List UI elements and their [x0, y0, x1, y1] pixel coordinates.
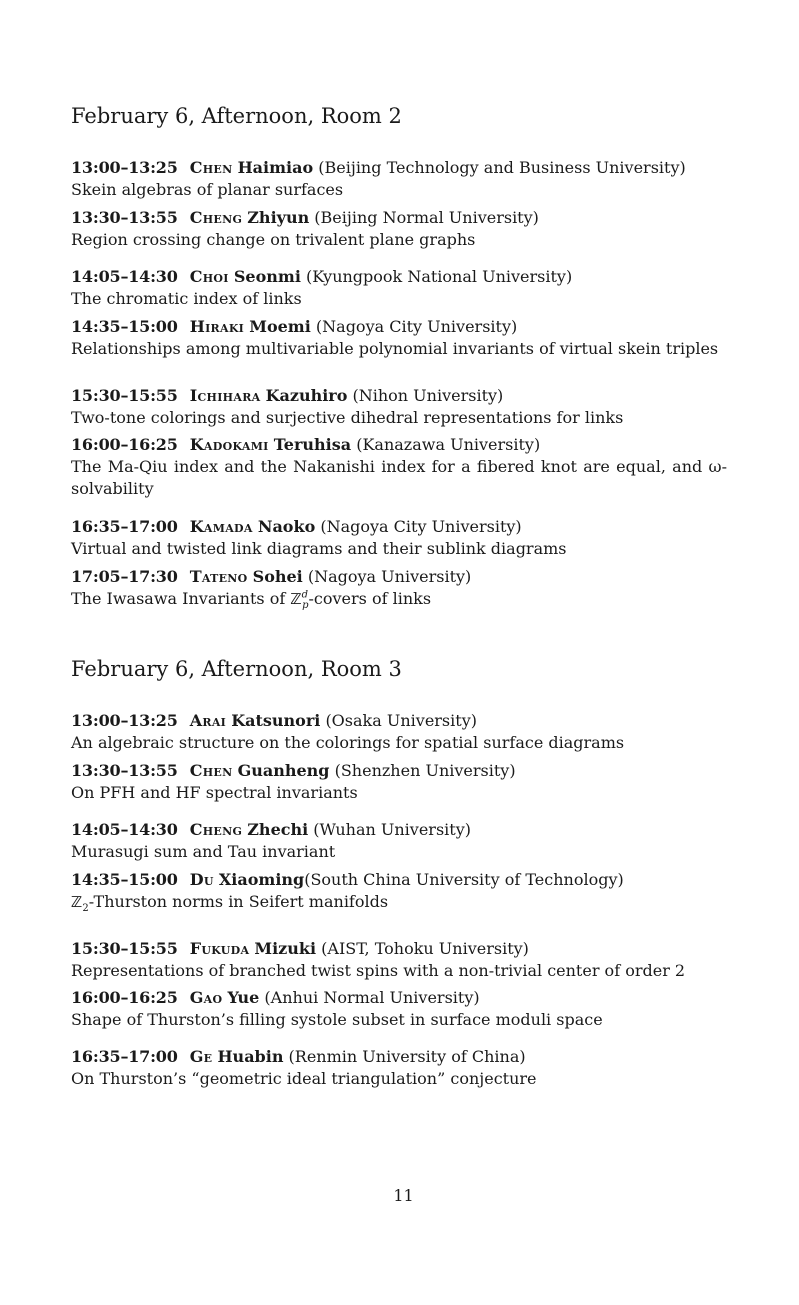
- talk-title: Relationships among multivariable polynomial invariants of virtual skein triples: [71, 339, 719, 358]
- talk-title: Representations of branched twist spins with a non-trivial center of order 2: [71, 961, 686, 980]
- speaker-affiliation: (AIST, Tohoku University): [321, 939, 529, 958]
- speaker-surname: Arai: [189, 711, 227, 730]
- talk-title: The chromatic index of links: [71, 289, 302, 308]
- talk-entry: [71, 760, 736, 804]
- talk-time: 14:05–14:30: [71, 820, 178, 839]
- speaker-given-name: Sohei: [252, 567, 303, 586]
- talk-title: Shape of Thurston’s filling systole subset in surface moduli space: [71, 1010, 603, 1029]
- talk-header: [71, 1046, 736, 1068]
- talk-header: [71, 869, 736, 891]
- program-page: [71, 0, 736, 1305]
- talk-header: [71, 266, 736, 288]
- speaker-given-name: Kazuhiro: [265, 386, 348, 405]
- talk-header: [71, 566, 736, 588]
- talk-title: Skein algebras of planar surfaces: [71, 180, 344, 199]
- talk-time: 16:00–16:25: [71, 435, 178, 454]
- talk-time: 14:35–15:00: [71, 870, 178, 889]
- talk-entry: [71, 869, 736, 913]
- talk-header: [71, 819, 736, 841]
- integers-symbol: ℤ: [290, 590, 302, 608]
- talk-header: [71, 207, 736, 229]
- speaker-given-name: Yue: [227, 988, 260, 1007]
- talk-time: 14:35–15:00: [71, 317, 178, 336]
- speaker-surname: Fukuda: [189, 939, 250, 958]
- talk-time: 14:05–14:30: [71, 267, 178, 286]
- talk-header: [71, 385, 736, 407]
- speaker-given-name: Mizuki: [254, 939, 317, 958]
- speaker-affiliation: (Shenzhen University): [334, 761, 516, 780]
- speaker-given-name: Zhechi: [247, 820, 309, 839]
- talk-entry: [71, 987, 736, 1031]
- integers-symbol: ℤ: [71, 893, 83, 911]
- speaker-given-name: Seonmi: [233, 267, 301, 286]
- talk-title-text: -covers of links: [308, 589, 432, 608]
- speaker-given-name: Huabin: [217, 1047, 284, 1066]
- page-number: 11: [393, 1186, 414, 1205]
- talk-entry: [71, 385, 736, 429]
- speaker-affiliation: (Kyungpook National University): [305, 267, 573, 286]
- talk-title: On Thurston’s “geometric ideal triangulation” conjecture: [71, 1069, 537, 1088]
- speaker-affiliation: (South China University of Technology): [304, 870, 624, 889]
- speaker-given-name: Katsunori: [231, 711, 321, 730]
- talk-time: 17:05–17:30: [71, 567, 178, 586]
- speaker-affiliation: (Nagoya City University): [315, 317, 518, 336]
- speaker-affiliation: (Beijing Technology and Business University): [318, 158, 686, 177]
- talk-entry: [71, 266, 736, 310]
- speaker-given-name: Guanheng: [237, 761, 330, 780]
- talk-entry: [71, 1046, 736, 1090]
- speaker-affiliation: (Renmin University of China): [288, 1047, 526, 1066]
- speaker-affiliation: (Anhui Normal University): [264, 988, 480, 1007]
- talk-entry: [71, 434, 736, 500]
- speaker-surname: Ge: [189, 1047, 213, 1066]
- speaker-surname: Kamada: [189, 517, 253, 536]
- talk-time: 16:00–16:25: [71, 988, 178, 1007]
- speaker-given-name: Xiaoming: [218, 870, 305, 889]
- speaker-affiliation: (Wuhan University): [313, 820, 471, 839]
- talk-header: [71, 434, 736, 456]
- talk-time: 16:35–17:00: [71, 517, 178, 536]
- talk-title: [71, 891, 736, 913]
- speaker-surname: Cheng: [189, 208, 243, 227]
- talk-title-text: The Iwasawa Invariants of: [71, 589, 291, 608]
- talk-header: [71, 316, 736, 338]
- talk-title: Virtual and twisted link diagrams and their sublink diagrams: [71, 539, 567, 558]
- subscript-2: 2: [82, 903, 89, 915]
- speaker-given-name: Teruhisa: [273, 435, 352, 454]
- talk-entry: [71, 316, 736, 360]
- talk-header: [71, 710, 736, 732]
- talk-title: The Ma-Qiu index and the Nakanishi index for a fibered knot are equal, and ω-solvability: [71, 457, 727, 498]
- section-title-room-2: February 6, Afternoon, Room 2: [71, 104, 402, 128]
- speaker-surname: Ichihara: [189, 386, 261, 405]
- speaker-affiliation: (Beijing Normal University): [314, 208, 539, 227]
- speaker-given-name: Naoko: [257, 517, 316, 536]
- speaker-given-name: Zhiyun: [247, 208, 310, 227]
- speaker-surname: Tateno: [189, 567, 248, 586]
- speaker-affiliation: (Nagoya City University): [320, 517, 522, 536]
- speaker-affiliation: (Kanazawa University): [356, 435, 541, 454]
- talk-entry: [71, 938, 736, 982]
- talk-header: [71, 760, 736, 782]
- talk-time: 13:00–13:25: [71, 711, 178, 730]
- talk-entry: [71, 516, 736, 560]
- talk-time: 13:30–13:55: [71, 208, 178, 227]
- talk-title-text: -Thurston norms in Seifert manifolds: [88, 892, 389, 911]
- section-title-room-3: February 6, Afternoon, Room 3: [71, 657, 402, 681]
- speaker-surname: Du: [189, 870, 214, 889]
- speaker-given-name: Moemi: [249, 317, 311, 336]
- speaker-affiliation: (Nihon University): [352, 386, 504, 405]
- speaker-surname: Chen: [189, 761, 233, 780]
- speaker-surname: Cheng: [189, 820, 243, 839]
- speaker-affiliation: (Osaka University): [325, 711, 477, 730]
- talk-entry: [71, 157, 736, 201]
- superscript-d: d: [301, 589, 309, 601]
- talk-header: [71, 987, 736, 1009]
- speaker-affiliation: (Nagoya University): [307, 567, 472, 586]
- talk-title: Region crossing change on trivalent plane graphs: [71, 230, 476, 249]
- talk-time: 13:30–13:55: [71, 761, 178, 780]
- speaker-given-name: Haimiao: [237, 158, 314, 177]
- talk-title: An algebraic structure on the colorings for spatial surface diagrams: [71, 733, 625, 752]
- talk-title: Murasugi sum and Tau invariant: [71, 842, 336, 861]
- talk-header: [71, 157, 736, 179]
- talk-entry: [71, 710, 736, 754]
- speaker-surname: Choi: [189, 267, 229, 286]
- speaker-surname: Chen: [189, 158, 233, 177]
- talk-title: On PFH and HF spectral invariants: [71, 783, 358, 802]
- subscript-p: p: [302, 600, 309, 612]
- talk-time: 13:00–13:25: [71, 158, 178, 177]
- talk-entry: [71, 207, 736, 251]
- talk-entry: [71, 819, 736, 863]
- talk-entry: [71, 566, 736, 610]
- talk-title: [71, 588, 736, 610]
- speaker-surname: Gao: [189, 988, 223, 1007]
- talk-time: 15:30–15:55: [71, 386, 178, 405]
- speaker-surname: Hiraki: [189, 317, 245, 336]
- talk-time: 15:30–15:55: [71, 939, 178, 958]
- talk-title: Two-tone colorings and surjective dihedral representations for links: [71, 408, 624, 427]
- speaker-surname: Kadokami: [189, 435, 269, 454]
- talk-header: [71, 516, 736, 538]
- talk-header: [71, 938, 736, 960]
- talk-time: 16:35–17:00: [71, 1047, 178, 1066]
